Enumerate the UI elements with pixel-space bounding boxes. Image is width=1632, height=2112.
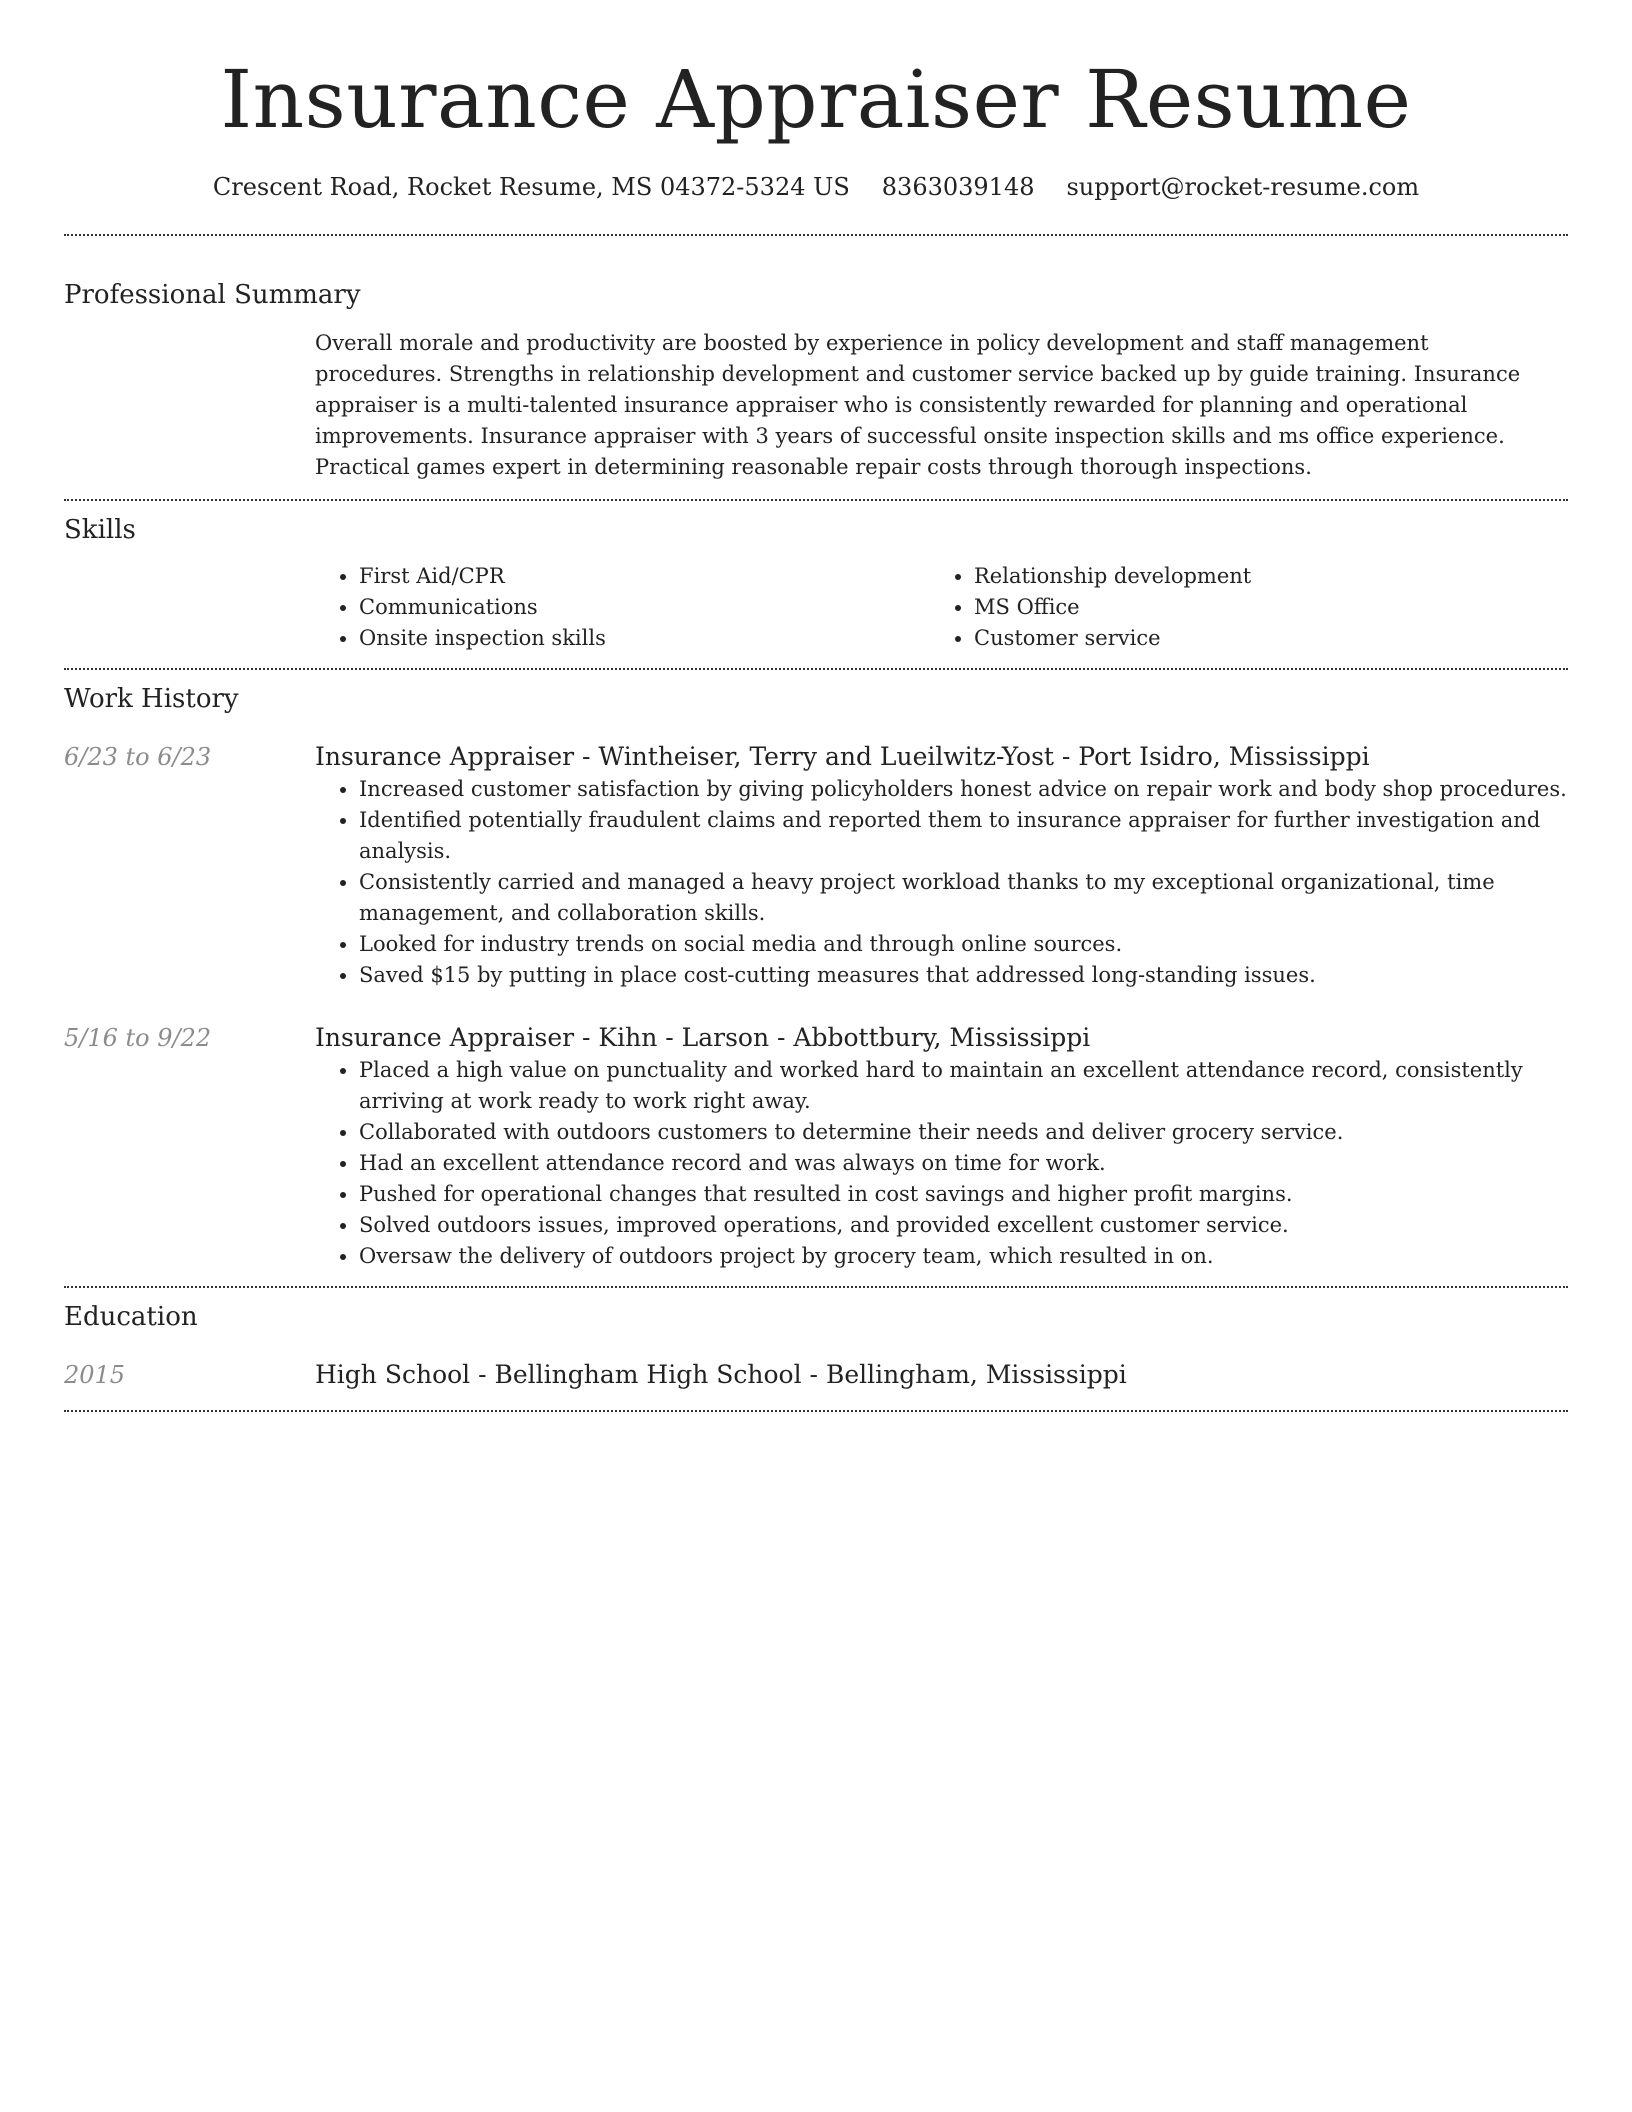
skills-section	[64, 501, 1568, 654]
contact-line	[64, 170, 1568, 204]
job-bullet: • Placed a high value on punctuality and worked hard to maintain an excellent attendance record, consistently arriving at work ready to work right away.	[359, 1055, 1568, 1117]
summary-section	[64, 236, 1568, 483]
work-section	[64, 670, 1568, 1286]
job-title: Insurance Appraiser - Kihn - Larson - Abbottbury, Mississippi	[315, 1023, 1091, 1052]
skill-item: • MS Office	[974, 592, 1545, 623]
job-bullet: • Had an excellent attendance record and was always on time for work.	[359, 1148, 1568, 1179]
work-heading: Work History	[64, 684, 239, 714]
job-entry	[64, 740, 1568, 991]
resume-title: Insurance Appraiser Resume	[220, 53, 1412, 146]
job-bullets	[315, 774, 1568, 991]
education-section	[64, 1288, 1568, 1392]
job-details	[315, 1021, 1568, 1272]
job-entry	[64, 1021, 1568, 1272]
skill-item: • First Aid/CPR	[359, 561, 930, 592]
contact-phone: 8363039148	[881, 173, 1035, 201]
education-heading: Education	[64, 1302, 198, 1332]
job-bullet: • Identified potentially fraudulent claims and reported them to insurance appraiser for further investigation and analysis.	[359, 805, 1568, 867]
skill-item: • Customer service	[974, 623, 1545, 654]
job-bullet: • Saved $15 by putting in place cost-cutting measures that addressed long-standing issues.	[359, 960, 1568, 991]
job-bullet: • Oversaw the delivery of outdoors project by grocery team, which resulted in on.	[359, 1241, 1568, 1272]
job-bullet: • Consistently carried and managed a heavy project workload thanks to my exceptional organizational, time management, and collaboration skills.	[359, 867, 1568, 929]
skills-grid	[315, 561, 1568, 654]
job-bullet: • Increased customer satisfaction by giving policyholders honest advice on repair work and body shop procedures.	[359, 774, 1568, 805]
contact-email: support@rocket-resume.com	[1066, 173, 1420, 201]
job-dates: 5/16 to 9/22	[64, 1024, 212, 1052]
job-dates: 6/23 to 6/23	[64, 743, 212, 771]
contact-address: Crescent Road, Rocket Resume, MS 04372-5324 US	[212, 173, 850, 201]
resume-page	[64, 0, 1568, 1412]
summary-heading: Professional Summary	[64, 280, 361, 310]
job-bullets	[315, 1055, 1568, 1272]
job-bullet: • Collaborated with outdoors customers to determine their needs and deliver grocery service.	[359, 1117, 1568, 1148]
summary-text: Overall morale and productivity are boosted by experience in policy development and staff management procedures. Strengths in relationship development and customer service backed up by guide training. Insurance appraiser is a multi-talented insurance appraiser who is consistently rewarded for planning and operational improvements. Insurance appraiser with 3 years of successful onsite inspection skills and ms office experience. Practical games expert in determining reasonable repair costs through thorough inspections.	[315, 331, 1521, 479]
education-details	[315, 1358, 1568, 1392]
education-dates: 2015	[64, 1361, 126, 1389]
skills-list-right	[930, 561, 1545, 654]
job-bullet: • Pushed for operational changes that resulted in cost savings and higher profit margins.	[359, 1179, 1568, 1210]
divider	[64, 1410, 1568, 1412]
job-title: Insurance Appraiser - Wintheiser, Terry and Lueilwitz-Yost - Port Isidro, Mississippi	[315, 742, 1370, 771]
skills-list-left	[315, 561, 930, 654]
skill-item: • Communications	[359, 592, 930, 623]
skills-heading: Skills	[64, 515, 136, 545]
education-title: High School - Bellingham High School - Bellingham, Mississippi	[315, 1360, 1127, 1389]
job-details	[315, 740, 1568, 991]
education-entry	[64, 1358, 1568, 1392]
skill-item: • Onsite inspection skills	[359, 623, 930, 654]
skill-item: • Relationship development	[974, 561, 1545, 592]
job-bullet: • Solved outdoors issues, improved operations, and provided excellent customer service.	[359, 1210, 1568, 1241]
job-bullet: • Looked for industry trends on social media and through online sources.	[359, 929, 1568, 960]
